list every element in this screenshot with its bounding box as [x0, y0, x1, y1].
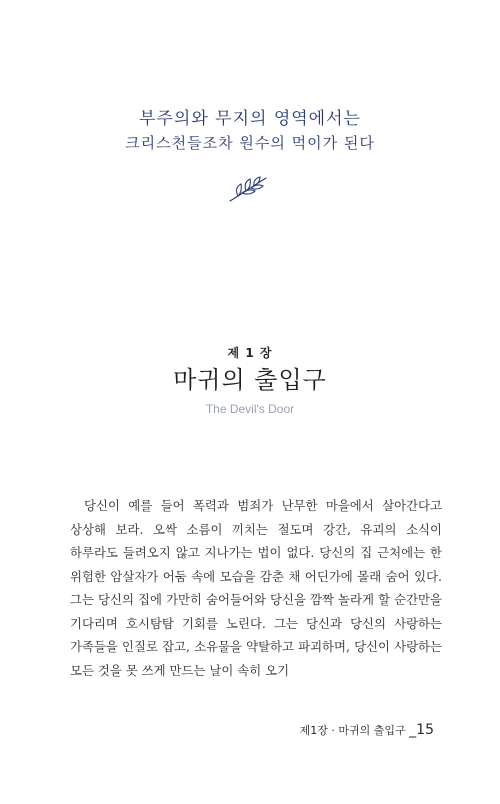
chapter-subtitle: The Devil's Door	[205, 402, 295, 416]
running-head: 제1장 · 마귀의 출입구	[299, 724, 406, 737]
epigraph-line-2: 크리스천들조차 원수의 먹이가 된다	[125, 134, 375, 152]
page-footer	[300, 722, 434, 738]
leaf-sprig-icon	[226, 174, 272, 204]
epigraph-line-1: 부주의와 무지의 영역에서는	[139, 109, 361, 129]
chapter-title: 마귀의 출입구	[173, 366, 327, 394]
page-number: _15	[409, 722, 434, 738]
body-paragraph: 당신이 예를 들어 폭력과 범죄가 난무한 마을에서 살아간다고 상상해 보라. 오싹 소름이 끼치는 절도며 강간, 유괴의 소식이 하루라도 들려오지 않고 지나가는 법이 없다. 당신의 집 근처에는 한 위험한 암살자가 어둠 속에 모습을 감춘 채 어딘가에 몰래 숨어 있다. 그는 당신의 집에 가만히 숨어들어와 당신을 깜짝 놀라게 할 순간만을 기다리며 호시탐탐 기회를 노린다. 그는 당신과 당신의 사랑하는 가족들을 인질로 잡고, 소유물을 약탈하고 파괴하며, 당신이 사랑하는 모든 것을 못 쓰게 만드는 날이 속히 오기	[70, 498, 442, 678]
chapter-number: 제 1 장	[227, 346, 273, 360]
